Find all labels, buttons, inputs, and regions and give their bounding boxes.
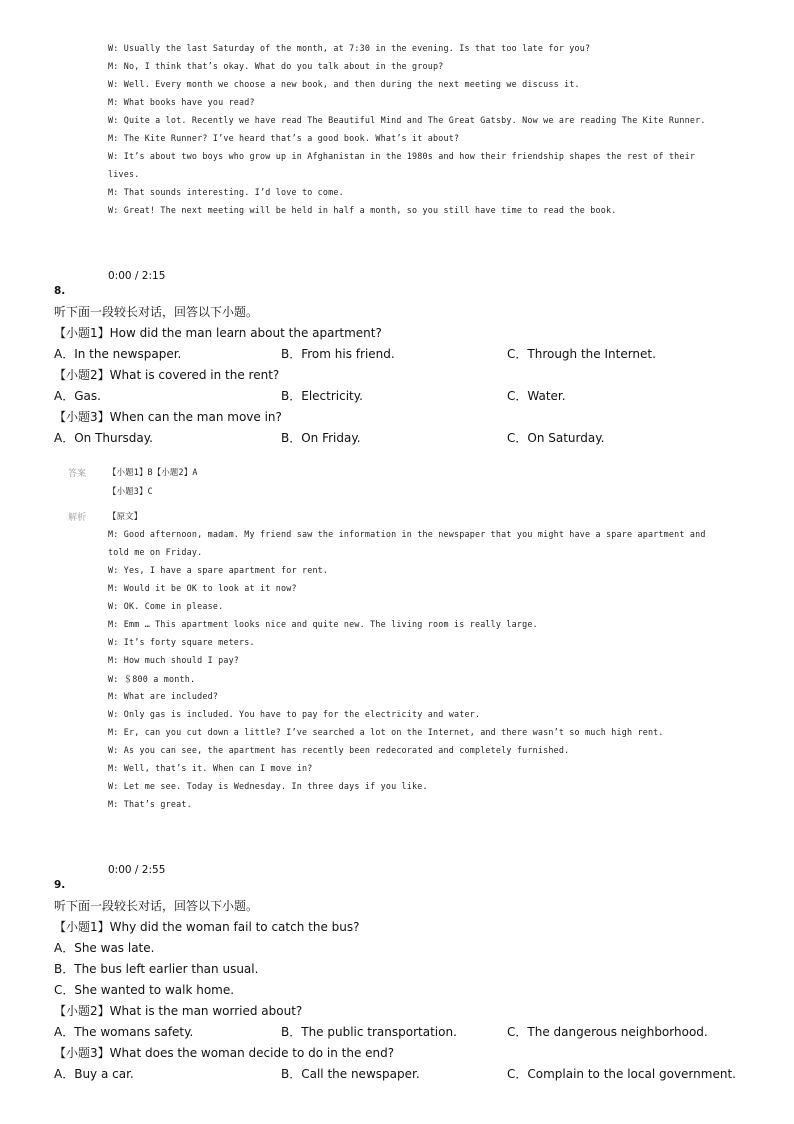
- option-b[interactable]: B．Electricity.: [281, 389, 363, 403]
- option-c[interactable]: C．Complain to the local government.: [507, 1067, 736, 1081]
- question-number: 8.: [54, 285, 66, 297]
- option-a[interactable]: A．The womans safety.: [54, 1025, 194, 1039]
- question-instruction: 听下面一段较长对话，回答以下小题。: [54, 305, 259, 319]
- transcript-line: W: It’s forty square meters.: [108, 637, 255, 647]
- option-c[interactable]: C．On Saturday.: [507, 431, 605, 445]
- transcript-line: M: What are included?: [108, 691, 219, 701]
- transcript-line: W: It’s about two boys who grow up in Afghanistan in the 1980s and how their friendship shapes the rest of their: [108, 151, 696, 161]
- option-c[interactable]: C．Water.: [507, 389, 566, 403]
- option-c[interactable]: C．The dangerous neighborhood.: [507, 1025, 708, 1039]
- option-c[interactable]: C．She wanted to walk home.: [54, 983, 235, 997]
- option-a[interactable]: A．She was late.: [54, 941, 155, 955]
- answer-line: 【小题3】C: [108, 486, 153, 496]
- sub-question-1: 【小题1】How did the man learn about the apartment?: [54, 326, 382, 340]
- transcript-line: M: Good afternoon, madam. My friend saw the information in the newspaper that you might have a spare apartment and: [108, 529, 706, 539]
- option-a[interactable]: A．On Thursday.: [54, 431, 153, 445]
- sub-question-3: 【小题3】When can the man move in?: [54, 410, 282, 424]
- option-c[interactable]: C．Through the Internet.: [507, 347, 656, 361]
- transcript-line: M: That’s great.: [108, 799, 192, 809]
- transcript-line: M: Er, can you cut down a little? I’ve searched a lot on the Internet, and there wasn’t so much high rent.: [108, 727, 664, 737]
- transcript-line: W: ＄800 a month.: [108, 674, 196, 684]
- transcript-line: W: OK. Come in please.: [108, 601, 224, 611]
- transcript-line: W: Usually the last Saturday of the month, at 7:30 in the evening. Is that too late for you?: [108, 43, 591, 53]
- transcript-line: M: Well, that’s it. When can I move in?: [108, 763, 313, 773]
- option-a[interactable]: A．In the newspaper.: [54, 347, 182, 361]
- analysis-label: 解析: [68, 513, 87, 523]
- option-b[interactable]: B．Call the newspaper.: [281, 1067, 420, 1081]
- sub-question-2: 【小题2】What is the man worried about?: [54, 1004, 303, 1018]
- option-b[interactable]: B．On Friday.: [281, 431, 361, 445]
- transcript-line: M: Emm … This apartment looks nice and quite new. The living room is really large.: [108, 619, 538, 629]
- transcript-line: W: As you can see, the apartment has recently been redecorated and completely furnished.: [108, 745, 570, 755]
- sub-question-1: 【小题1】Why did the woman fail to catch the bus?: [54, 920, 360, 934]
- transcript-line: lives.: [108, 169, 140, 179]
- answer-label: 答案: [68, 469, 87, 479]
- analysis-heading: 【原文】: [108, 511, 143, 521]
- audio-player-time[interactable]: 0:00 / 2:15: [108, 270, 166, 282]
- transcript-line: M: How much should I pay?: [108, 655, 240, 665]
- option-a[interactable]: A．Gas.: [54, 389, 101, 403]
- audio-player-time[interactable]: 0:00 / 2:55: [108, 864, 166, 876]
- transcript-line: M: That sounds interesting. I’d love to come.: [108, 187, 344, 197]
- transcript-line: W: Only gas is included. You have to pay for the electricity and water.: [108, 709, 481, 719]
- transcript-line: W: Let me see. Today is Wednesday. In three days if you like.: [108, 781, 428, 791]
- transcript-line: M: Would it be OK to look at it now?: [108, 583, 297, 593]
- transcript-line: told me on Friday.: [108, 547, 203, 557]
- answer-line: 【小题1】B【小题2】A: [108, 467, 198, 477]
- transcript-line: M: What books have you read?: [108, 97, 255, 107]
- option-b[interactable]: B．The bus left earlier than usual.: [54, 962, 259, 976]
- option-b[interactable]: B．From his friend.: [281, 347, 395, 361]
- transcript-line: W: Yes, I have a spare apartment for rent.: [108, 565, 329, 575]
- sub-question-3: 【小题3】What does the woman decide to do in the end?: [54, 1046, 395, 1060]
- transcript-line: M: No, I think that’s okay. What do you talk about in the group?: [108, 61, 444, 71]
- transcript-line: W: Great! The next meeting will be held in half a month, so you still have time to read the book.: [108, 205, 617, 215]
- sub-question-2: 【小题2】What is covered in the rent?: [54, 368, 280, 382]
- option-b[interactable]: B．The public transportation.: [281, 1025, 457, 1039]
- question-instruction: 听下面一段较长对话，回答以下小题。: [54, 899, 259, 913]
- question-number: 9.: [54, 879, 66, 891]
- transcript-line: M: The Kite Runner? I’ve heard that’s a good book. What’s it about?: [108, 133, 460, 143]
- transcript-line: W: Quite a lot. Recently we have read The Beautiful Mind and The Great Gatsby. Now we are reading The Kite Runner.: [108, 115, 706, 125]
- option-a[interactable]: A．Buy a car.: [54, 1067, 134, 1081]
- transcript-line: W: Well. Every month we choose a new book, and then during the next meeting we discuss it.: [108, 79, 580, 89]
